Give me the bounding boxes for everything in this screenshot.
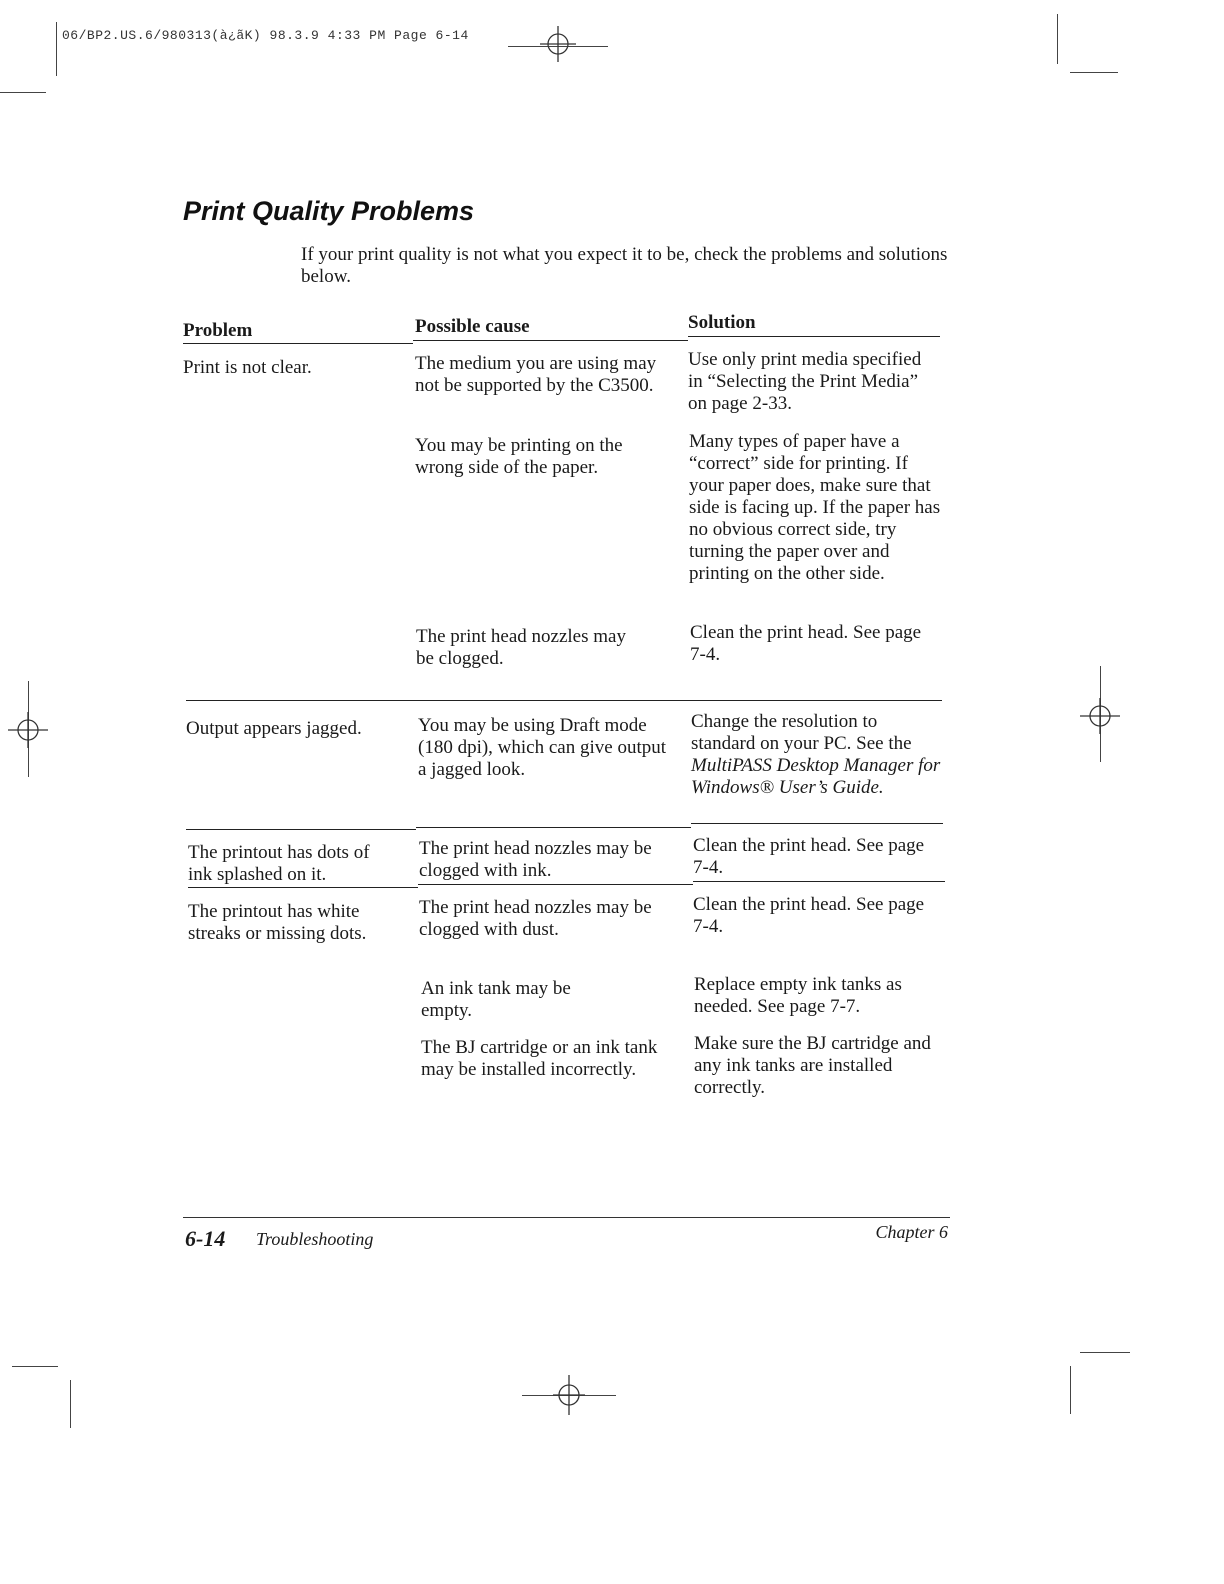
crop-mark xyxy=(1080,1352,1130,1353)
cause-cell: The print head nozzles may be clogged with ink. xyxy=(419,838,652,881)
header-rule xyxy=(183,343,413,344)
column-header-cause: Possible cause xyxy=(415,316,530,337)
row-rule xyxy=(691,823,943,824)
solution-cell xyxy=(691,711,943,799)
solution-cell: Use only print media specified in “Selecting the Print Media” on page 2-33. xyxy=(688,349,922,414)
header-rule xyxy=(688,336,940,337)
section-name: Troubleshooting xyxy=(256,1229,374,1249)
page-title: Print Quality Problems xyxy=(183,196,475,226)
print-slug: 06/BP2.US.6/980313(à¿ãK) 98.3.9 4:33 PM Page 6-14 xyxy=(62,28,469,43)
row-rule xyxy=(693,881,945,882)
solution-cell: Clean the print head. See page 7-4. xyxy=(693,894,925,937)
problem-cell: Print is not clear. xyxy=(183,357,312,378)
problem-cell: The printout has dots of ink splashed on it. xyxy=(188,842,370,885)
solution-cell: Clean the print head. See page 7-4. xyxy=(690,622,922,665)
guide-title: MultiPASS Desktop Manager for Windows® User’s Guide. xyxy=(691,755,941,798)
solution-cell: Replace empty ink tanks as needed. See page 7-7. xyxy=(694,974,902,1017)
crop-mark xyxy=(12,1366,58,1367)
crop-mark xyxy=(1070,1366,1071,1414)
row-rule xyxy=(418,884,693,885)
crop-mark xyxy=(56,22,57,76)
cause-cell: The BJ cartridge or an ink tank may be installed incorrectly. xyxy=(421,1037,658,1080)
row-rule xyxy=(186,700,942,701)
problem-cell: Output appears jagged. xyxy=(186,718,362,739)
row-rule xyxy=(188,887,418,888)
crop-mark xyxy=(1070,72,1118,73)
crop-mark xyxy=(1057,14,1058,64)
cause-cell: You may be printing on the wrong side of the paper. xyxy=(415,435,623,478)
solution-cell: Make sure the BJ cartridge and any ink tanks are installed correctly. xyxy=(694,1033,931,1098)
chapter-label: Chapter 6 xyxy=(875,1222,948,1242)
cause-cell: An ink tank may be empty. xyxy=(421,978,571,1021)
page-number: 6-14 xyxy=(185,1226,226,1251)
column-header-solution: Solution xyxy=(688,312,756,333)
solution-cell: Clean the print head. See page 7-4. xyxy=(693,835,925,878)
cause-cell: The print head nozzles may be clogged. xyxy=(416,626,626,669)
registration-mark-icon xyxy=(8,710,48,750)
solution-cell: Many types of paper have a “correct” side for printing. If your paper does, make sure that side is facing up. If the paper has no obvious correct side, try turning the paper over and printing on the other side. xyxy=(689,431,941,584)
row-rule xyxy=(416,827,691,828)
row-rule xyxy=(186,829,416,830)
solution-text: Change the resolution to standard on your PC. See the xyxy=(691,711,912,754)
registration-mark-icon xyxy=(549,1375,589,1415)
header-rule xyxy=(413,340,688,341)
footer-rule xyxy=(183,1217,950,1218)
cause-cell: You may be using Draft mode (180 dpi), which can give output a jagged look. xyxy=(418,715,667,780)
problem-cell: The printout has white streaks or missing dots. xyxy=(188,901,367,944)
crop-mark xyxy=(0,92,46,93)
registration-mark-icon xyxy=(538,24,578,64)
intro-text: If your print quality is not what you expect it to be, check the problems and solutions below. xyxy=(301,244,948,287)
column-header-problem: Problem xyxy=(183,320,253,341)
registration-mark-icon xyxy=(1080,696,1120,736)
cause-cell: The print head nozzles may be clogged with dust. xyxy=(419,897,652,940)
cause-cell: The medium you are using may not be supported by the C3500. xyxy=(415,353,657,396)
crop-mark xyxy=(70,1380,71,1428)
